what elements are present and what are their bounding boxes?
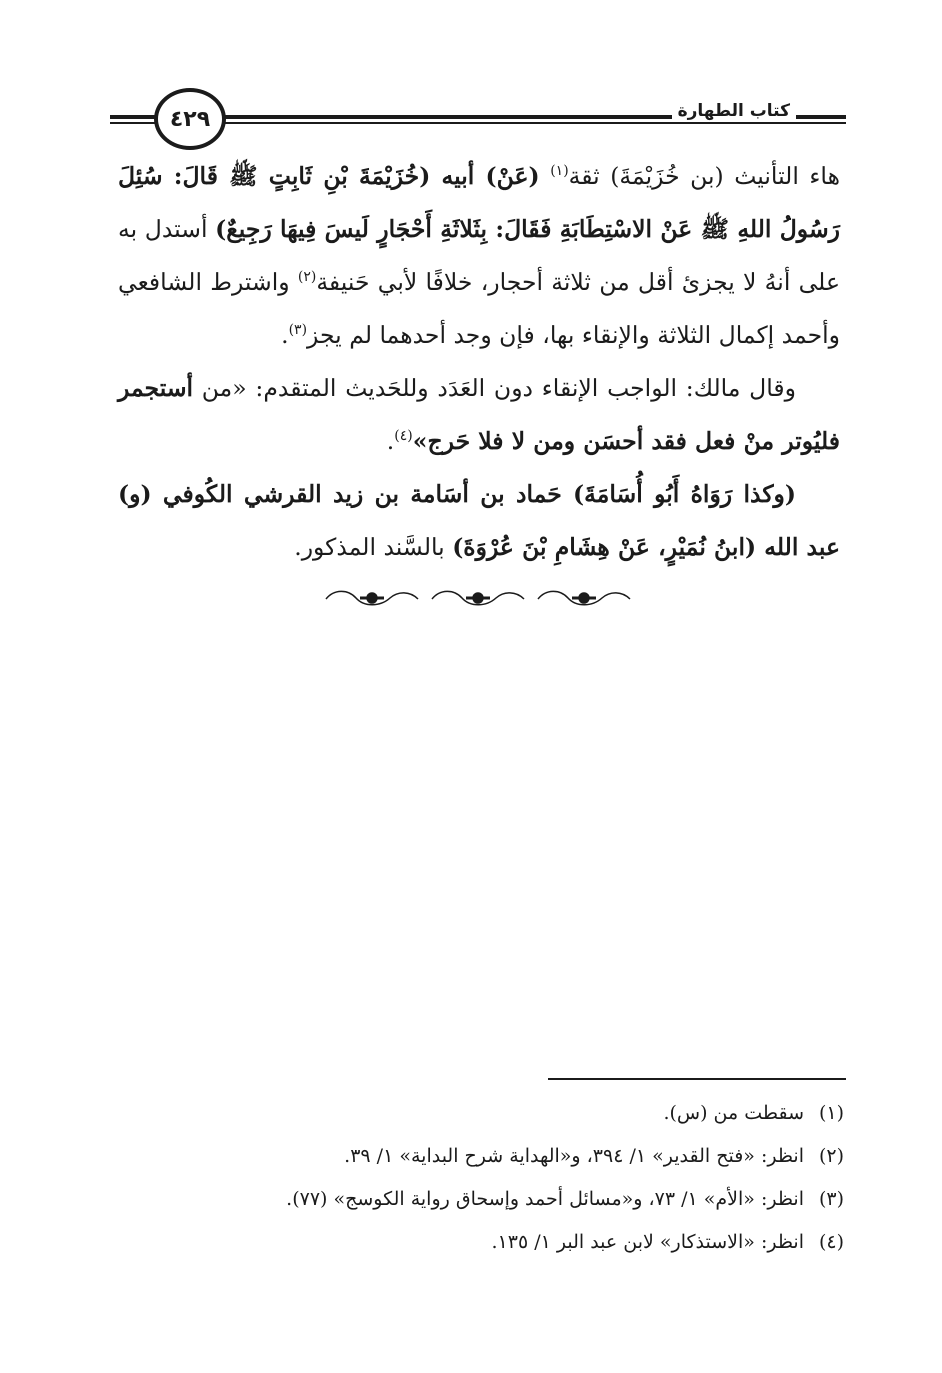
text-run: واشترط bbox=[210, 268, 290, 296]
footnotes bbox=[150, 1092, 844, 1264]
footnote-text: سقطت من (س). bbox=[663, 1102, 804, 1124]
footnote-number: (٤) bbox=[818, 1231, 844, 1253]
footnote-separator bbox=[548, 1078, 846, 1080]
text-run: . bbox=[386, 427, 395, 455]
paragraph-2 bbox=[118, 362, 840, 468]
text-run: عبد الله (ابنُ نُمَيْرٍ، عَنْ هِشَامِ بْنَ عُرْوَةَ) bbox=[452, 533, 840, 561]
ornament-divider bbox=[320, 585, 636, 611]
text-run: على أنهُ لا يجزئ أقل من ثلاثة أحجار، خلافًا لأبي حَنيفة bbox=[316, 268, 840, 296]
text-run: الشافعي وأحمد إكمال الثلاثة والإنقاء بها، فإن وجد أحدهما لم يجز bbox=[118, 268, 840, 349]
footnote-item bbox=[150, 1178, 844, 1221]
footnote-number: (١) bbox=[818, 1102, 844, 1124]
text-run: بالسَّند المذكور. bbox=[294, 533, 445, 561]
footnote-number: (٢) bbox=[818, 1145, 844, 1167]
footnote-ref: (٣) bbox=[288, 322, 308, 339]
footnote-item bbox=[150, 1135, 844, 1178]
body-text bbox=[118, 150, 840, 574]
text-run: أستدل به bbox=[118, 215, 208, 243]
ornament-unit bbox=[538, 591, 630, 604]
footnote-ref: (١) bbox=[550, 163, 569, 180]
footnote-item bbox=[150, 1092, 844, 1135]
page-header bbox=[110, 84, 846, 158]
text-run: وقال مالك: الواجب الإنقاء دون العَدَد وللحَديث المتقدم: «من bbox=[201, 374, 796, 402]
paragraph-1 bbox=[118, 150, 840, 362]
text-run: (وكذا رَوَاهُ أَبُو أُسَامَةَ) حَماد بن أسَامة بن زيد القرشي الكُوفي (و) bbox=[118, 480, 796, 508]
text-run: (عَنْ) أبيه (خُزَيْمَةَ بْنِ ثَابِتٍ ﷺ قَالَ: سُئِلَ bbox=[118, 162, 540, 190]
footnote-text: انظر: «الاستذكار» لابن عبد البر ١/ ١٣٥. bbox=[491, 1231, 804, 1253]
footnote-ref: (٢) bbox=[297, 269, 317, 286]
footnote-item bbox=[150, 1221, 844, 1264]
text-run: أستجمر فليُوتر منْ فعل فقد أحسَن ومن لا فلا حَرج» bbox=[118, 374, 840, 455]
text-run: . bbox=[281, 321, 289, 349]
ornament-unit bbox=[432, 591, 524, 604]
footnote-text: انظر: «فتح القدير» ١/ ٣٩٤، و«الهداية شرح البداية» ١/ ٣٩. bbox=[344, 1145, 804, 1167]
page-number: ٤٢٩ bbox=[154, 88, 226, 150]
footnote-ref: (٤) bbox=[394, 428, 413, 445]
running-title: كتاب الطهارة bbox=[672, 101, 796, 121]
text-run: رَسُولُ اللهِ ﷺ عَنْ الاسْتِطَابَةِ فَقَالَ: بِثَلاثَةِ أَحْجَارٍ لَيسَ فِيهَا رَجِيعٌ) bbox=[215, 215, 840, 243]
text-run: هاء التأنيث (بن خُزَيْمَةَ) ثقة bbox=[568, 162, 840, 190]
footnote-number: (٣) bbox=[818, 1188, 844, 1210]
footnote-text: انظر: «الأم» ١/ ٧٣، و«مسائل أحمد وإسحاق رواية الكوسج» (٧٧). bbox=[286, 1188, 804, 1210]
ornament-unit bbox=[326, 591, 418, 604]
paragraph-3 bbox=[118, 468, 840, 574]
